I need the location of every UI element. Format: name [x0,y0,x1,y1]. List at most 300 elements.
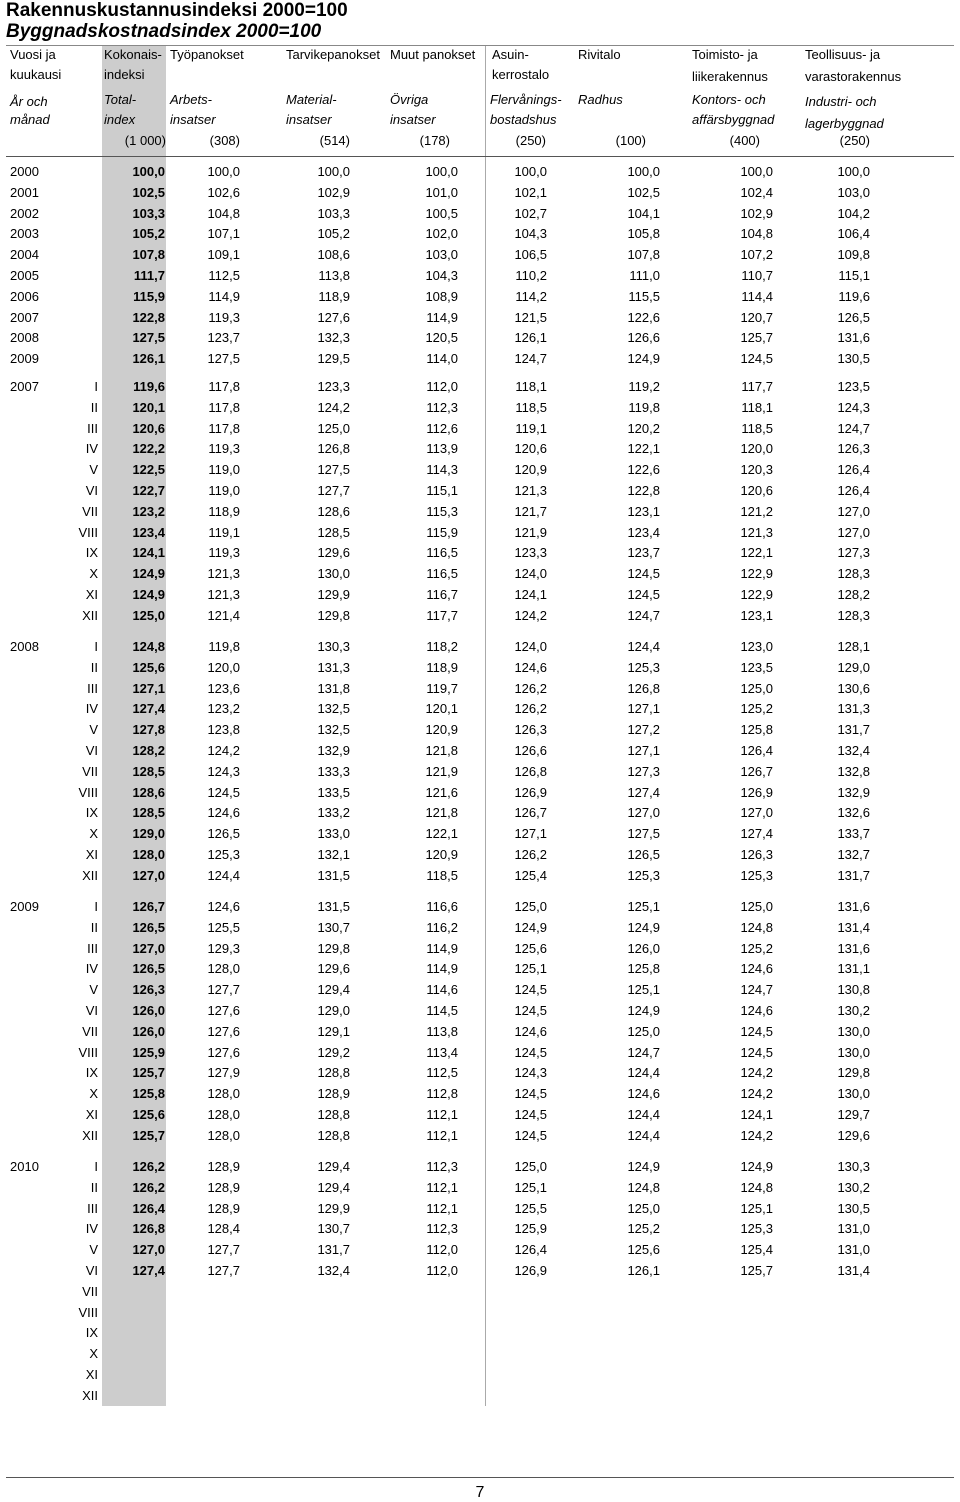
cell-toimisto: 121,3 [740,525,773,540]
cell-teollisuus [800,1365,870,1385]
cell-tyo: 127,7 [207,1242,240,1257]
cell-teollisuus: 129,6 [837,1128,870,1143]
cell-rivitalo: 124,6 [627,1086,660,1101]
cell-rivitalo: 119,2 [628,379,660,394]
cell-rivitalo: 126,5 [627,847,660,862]
cell-teollisuus: 130,0 [837,1024,870,1039]
cell-teollisuus: 106,4 [837,226,870,241]
cell-tyo: 128,0 [207,1086,240,1101]
cell-muut: 100,5 [425,206,458,221]
header-rivitalo-sv1: Radhus [578,92,623,107]
cell-teollisuus [800,1386,870,1406]
cell-teollisuus: 128,3 [837,608,870,623]
cell-total: 125,6 [132,1107,165,1122]
cell-asuin: 124,2 [514,608,547,623]
cell-toimisto: 124,5 [740,1024,773,1039]
month-label: XII [82,1388,98,1403]
cell-asuin [477,1282,547,1302]
cell-total: 126,2 [132,1180,165,1195]
cell-total: 122,8 [132,310,165,325]
cell-rivitalo: 127,0 [627,805,660,820]
cell-toimisto: 125,8 [740,722,773,737]
month-label: IV [85,1221,98,1236]
cell-total [105,1365,165,1385]
cell-tarvike: 133,2 [317,805,350,820]
cell-muut: 114,9 [426,941,458,956]
cell-rivitalo: 123,7 [627,545,660,560]
cell-tarvike: 129,4 [317,1180,350,1195]
month-label: I [94,899,98,914]
cell-asuin: 124,7 [514,351,547,366]
cell-muut: 121,6 [425,785,458,800]
cell-tarvike: 129,8 [317,608,350,623]
cell-teollisuus: 128,2 [837,587,870,602]
cell-tyo: 124,6 [207,899,240,914]
month-label: I [94,379,98,394]
month-label: XII [82,868,98,883]
cell-asuin: 125,0 [514,899,547,914]
cell-rivitalo: 126,8 [627,681,660,696]
header-teollisuus-fi2: varastorakennus [805,69,902,84]
header-asuin-fi1: Asuin- [492,47,529,62]
cell-total: 126,1 [132,351,165,366]
cell-tyo: 100,0 [207,164,240,179]
cell-rivitalo: 126,1 [627,1263,660,1278]
cell-tyo: 127,6 [207,1024,240,1039]
cell-asuin: 126,6 [514,743,547,758]
cell-toimisto: 123,5 [740,660,773,675]
cell-muut: 112,1 [426,1107,458,1122]
month-label: IX [85,1065,98,1080]
cell-toimisto: 124,8 [740,920,773,935]
cell-rivitalo [590,1282,660,1302]
cell-asuin [477,1323,547,1343]
cell-tyo: 124,6 [207,805,240,820]
cell-rivitalo: 120,2 [627,421,660,436]
cell-tyo: 109,1 [207,247,240,262]
header-tyo-weight: (308) [209,133,240,148]
cell-asuin: 125,9 [514,1221,547,1236]
month-label: XII [82,1128,98,1143]
cell-asuin: 121,3 [514,483,547,498]
cell-asuin: 125,5 [514,1201,547,1216]
cell-tarvike [280,1282,350,1302]
cell-teollisuus: 131,6 [837,330,870,345]
cell-teollisuus: 127,0 [837,504,870,519]
cell-toimisto: 107,2 [740,247,773,262]
cell-asuin: 126,8 [514,764,547,779]
cell-tarvike: 133,0 [317,826,350,841]
month-label: I [94,639,98,654]
cell-muut: 112,5 [426,1065,458,1080]
cell-muut [388,1282,458,1302]
month-label: IV [85,441,98,456]
header-asuin-sv1: Flervånings- [490,92,562,107]
header-total-fi1: Kokonais- [104,47,162,62]
cell-teollisuus [800,1323,870,1343]
cell-toimisto [703,1386,773,1406]
cell-teollisuus: 128,1 [837,639,870,654]
cell-total: 127,8 [132,722,165,737]
cell-total: 122,7 [132,483,165,498]
cell-asuin: 125,4 [514,868,547,883]
cell-tarvike: 127,6 [317,310,350,325]
cell-total: 126,0 [132,1003,165,1018]
cell-total: 125,8 [132,1086,165,1101]
cell-rivitalo: 125,3 [627,660,660,675]
cell-rivitalo: 122,6 [627,310,660,325]
cell-tarvike: 130,7 [317,920,350,935]
cell-toimisto: 126,7 [740,764,773,779]
month-label: IX [85,1325,98,1340]
cell-total [105,1344,165,1364]
month-label: III [87,1201,98,1216]
cell-rivitalo: 100,0 [627,164,660,179]
cell-muut: 112,6 [426,421,458,436]
cell-asuin: 100,0 [514,164,547,179]
cell-teollisuus: 109,8 [837,247,870,262]
cell-rivitalo: 125,8 [627,961,660,976]
cell-teollisuus: 132,7 [837,847,870,862]
header-teollisuus-sv1: Industri- och [805,94,877,109]
cell-asuin: 124,5 [514,1128,547,1143]
cell-teollisuus: 126,4 [837,483,870,498]
cell-rivitalo: 104,1 [627,206,660,221]
cell-tarvike: 102,9 [317,185,350,200]
cell-tarvike: 129,6 [317,545,350,560]
cell-muut: 113,8 [426,1024,458,1039]
header-toimisto-sv2: affärsbyggnad [692,112,775,127]
cell-teollisuus: 130,8 [837,982,870,997]
cell-rivitalo: 127,1 [627,743,660,758]
cell-total: 125,7 [132,1128,165,1143]
cell-teollisuus [800,1344,870,1364]
cell-tyo: 117,8 [208,400,240,415]
cell-asuin: 125,6 [514,941,547,956]
cell-tarvike: 133,3 [317,764,350,779]
cell-asuin: 125,0 [514,1159,547,1174]
cell-tyo: 119,8 [208,639,240,654]
cell-tyo: 128,0 [207,1107,240,1122]
header-total-sv2: index [104,112,136,127]
cell-muut: 119,7 [426,681,458,696]
header-col0-fi1: Vuosi ja [10,47,56,62]
page-title: Rakennuskustannusindeksi 2000=100 [6,0,348,21]
cell-muut: 112,3 [426,400,458,415]
header-toimisto-weight: (400) [729,133,760,148]
cell-rivitalo: 124,8 [627,1180,660,1195]
cell-rivitalo: 124,9 [627,1159,660,1174]
cell-total: 123,4 [132,525,165,540]
cell-tyo [170,1282,240,1302]
cell-rivitalo: 123,4 [627,525,660,540]
month-label: VII [82,504,98,519]
cell-toimisto: 118,5 [741,421,773,436]
cell-muut [388,1365,458,1385]
cell-total: 125,6 [132,660,165,675]
header-asuin-sv2: bostadshus [490,112,557,127]
cell-asuin: 121,9 [514,525,547,540]
cell-toimisto: 127,0 [740,805,773,820]
cell-muut: 113,9 [426,441,458,456]
month-label: III [87,681,98,696]
cell-rivitalo: 127,2 [627,722,660,737]
cell-teollisuus: 130,5 [837,1201,870,1216]
month-label: VIII [78,785,98,800]
cell-muut: 112,1 [426,1201,458,1216]
year-label: 2009 [10,351,39,366]
month-label: III [87,421,98,436]
cell-toimisto: 125,4 [740,1242,773,1257]
month-label: VI [85,483,98,498]
cell-toimisto: 124,2 [740,1065,773,1080]
cell-asuin: 118,1 [515,379,547,394]
month-label: I [94,1159,98,1174]
month-label: X [89,566,98,581]
header-tyo-sv1: Arbets- [170,92,212,107]
cell-rivitalo: 124,5 [627,587,660,602]
cell-asuin: 127,1 [514,826,547,841]
cell-toimisto [703,1303,773,1323]
cell-muut: 112,3 [426,1159,458,1174]
cell-teollisuus: 131,4 [837,1263,870,1278]
cell-muut: 114,6 [426,982,458,997]
header-col0-fi2: kuukausi [10,67,62,82]
cell-rivitalo: 102,5 [627,185,660,200]
cell-toimisto: 125,1 [740,1201,773,1216]
cell-muut [388,1386,458,1406]
cell-total: 125,0 [132,608,165,623]
cell-toimisto: 126,3 [740,847,773,862]
cell-tarvike: 127,7 [317,483,350,498]
cell-muut: 112,0 [426,379,458,394]
cell-muut: 116,6 [426,899,458,914]
cell-toimisto: 125,0 [740,681,773,696]
cell-muut: 122,1 [425,826,458,841]
cell-tarvike: 108,6 [317,247,350,262]
cell-asuin: 125,1 [514,961,547,976]
cell-rivitalo: 126,6 [627,330,660,345]
cell-tarvike: 113,8 [318,268,350,283]
cell-tyo: 121,4 [207,608,240,623]
cell-asuin: 126,4 [514,1242,547,1257]
cell-teollisuus: 115,1 [838,268,870,283]
cell-total: 126,2 [132,1159,165,1174]
cell-muut: 112,3 [426,1221,458,1236]
cell-tarvike: 130,3 [317,639,350,654]
cell-tarvike: 132,9 [317,743,350,758]
cell-teollisuus: 132,8 [837,764,870,779]
cell-rivitalo: 125,0 [627,1024,660,1039]
cell-muut: 112,1 [426,1180,458,1195]
cell-toimisto [703,1344,773,1364]
cell-total: 120,6 [132,421,165,436]
cell-tyo: 102,6 [207,185,240,200]
cell-total: 119,6 [133,379,165,394]
cell-tyo: 104,8 [207,206,240,221]
cell-tyo: 119,3 [208,545,240,560]
cell-total: 126,5 [132,920,165,935]
cell-teollisuus: 124,7 [837,421,870,436]
cell-toimisto: 124,1 [740,1107,773,1122]
cell-toimisto: 122,9 [740,566,773,581]
cell-tyo [170,1323,240,1343]
cell-tyo: 128,9 [207,1159,240,1174]
cell-tarvike: 129,5 [317,351,350,366]
month-label: X [89,1086,98,1101]
month-label: VIII [78,1305,98,1320]
cell-tarvike: 129,0 [317,1003,350,1018]
cell-tyo: 118,9 [208,504,240,519]
cell-asuin: 126,1 [514,330,547,345]
cell-teollisuus: 127,3 [837,545,870,560]
cell-tarvike [280,1344,350,1364]
cell-asuin: 124,6 [514,1024,547,1039]
cell-rivitalo: 125,6 [627,1242,660,1257]
cell-tarvike [280,1365,350,1385]
cell-toimisto: 110,7 [741,268,773,283]
cell-tyo: 124,4 [207,868,240,883]
cell-toimisto: 114,4 [741,289,773,304]
cell-tyo: 128,0 [207,1128,240,1143]
cell-total: 129,0 [132,826,165,841]
cell-tyo: 119,3 [208,441,240,456]
cell-toimisto [703,1282,773,1302]
cell-teollisuus: 131,4 [837,920,870,935]
cell-rivitalo: 125,0 [627,1201,660,1216]
cell-toimisto: 104,8 [740,226,773,241]
cell-tarvike: 132,1 [317,847,350,862]
month-label: X [89,1346,98,1361]
cell-rivitalo: 124,4 [627,1107,660,1122]
cell-total: 125,9 [132,1045,165,1060]
cell-teollisuus: 131,7 [837,868,870,883]
cell-tyo: 126,5 [207,826,240,841]
header-rule [6,156,954,157]
header-muut-weight: (178) [419,133,450,148]
cell-asuin: 106,5 [514,247,547,262]
cell-tyo: 120,0 [207,660,240,675]
cell-total: 127,0 [132,868,165,883]
cell-total: 126,4 [132,1201,165,1216]
cell-tarvike: 129,4 [317,982,350,997]
cell-tarvike: 103,3 [317,206,350,221]
year-label: 2000 [10,164,39,179]
cell-tarvike: 128,8 [317,1128,350,1143]
cell-tyo: 128,4 [207,1221,240,1236]
cell-tyo: 119,3 [208,310,240,325]
cell-asuin: 121,5 [514,310,547,325]
page-number: 7 [475,1484,485,1501]
cell-tarvike: 129,1 [317,1024,350,1039]
cell-tarvike: 128,6 [317,504,350,519]
cell-teollisuus: 131,0 [837,1242,870,1257]
cell-tarvike: 130,0 [317,566,350,581]
cell-toimisto: 118,1 [741,400,773,415]
cell-toimisto [703,1365,773,1385]
cell-toimisto: 125,7 [740,1263,773,1278]
cell-total: 128,5 [132,805,165,820]
cell-toimisto: 124,2 [740,1128,773,1143]
cell-rivitalo: 127,5 [627,826,660,841]
year-label: 2007 [10,379,39,394]
cell-rivitalo: 115,5 [628,289,660,304]
cell-total: 127,4 [132,701,165,716]
cell-total: 123,2 [132,504,165,519]
cell-tyo: 121,3 [207,566,240,581]
header-total-fi2: indeksi [104,67,145,82]
cell-total: 127,0 [132,941,165,956]
cell-total: 124,1 [132,545,165,560]
cell-teollisuus: 130,6 [837,681,870,696]
cell-toimisto: 102,9 [740,206,773,221]
cell-teollisuus: 131,1 [837,961,870,976]
cell-tarvike: 131,5 [317,899,350,914]
cell-total: 102,5 [132,185,165,200]
cell-rivitalo: 127,4 [627,785,660,800]
cell-toimisto: 120,3 [740,462,773,477]
cell-total: 124,9 [132,587,165,602]
cell-total: 126,8 [132,1221,165,1236]
cell-tarvike: 127,5 [317,462,350,477]
cell-toimisto: 127,4 [740,826,773,841]
cell-toimisto: 126,9 [740,785,773,800]
cell-tarvike: 118,9 [318,289,350,304]
month-label: VII [82,1024,98,1039]
cell-asuin: 119,1 [515,421,547,436]
cell-rivitalo: 124,9 [627,351,660,366]
cell-total: 107,8 [132,247,165,262]
cell-toimisto: 124,6 [740,1003,773,1018]
cell-tyo: 112,5 [208,268,240,283]
header-tarvike-weight: (514) [319,133,350,148]
cell-tyo: 117,8 [208,379,240,394]
header-tyo-sv2: insatser [170,112,216,127]
year-label: 2008 [10,639,39,654]
cell-tarvike [280,1323,350,1343]
cell-muut [388,1344,458,1364]
cell-toimisto: 120,7 [740,310,773,325]
cell-teollisuus: 126,4 [837,462,870,477]
cell-rivitalo: 124,4 [627,1128,660,1143]
cell-tarvike: 105,2 [317,226,350,241]
cell-total: 124,8 [132,639,165,654]
cell-teollisuus: 126,5 [837,310,870,325]
cell-asuin: 126,9 [514,785,547,800]
cell-muut: 101,0 [425,185,458,200]
cell-asuin: 126,9 [514,1263,547,1278]
month-label: V [89,1242,98,1257]
cell-total: 124,9 [132,566,165,581]
cell-toimisto: 125,3 [740,1221,773,1236]
cell-tyo: 129,3 [207,941,240,956]
header-col0-sv1: År och [10,94,48,109]
cell-toimisto: 125,3 [740,868,773,883]
cell-tarvike: 132,5 [317,722,350,737]
cell-tarvike: 130,7 [317,1221,350,1236]
cell-muut: 117,7 [426,608,458,623]
cell-tyo: 119,0 [208,462,240,477]
cell-total: 127,0 [132,1242,165,1257]
header-tarvike-sv1: Material- [286,92,337,107]
cell-muut: 121,8 [425,805,458,820]
cell-asuin: 120,9 [514,462,547,477]
header-toimisto-fi2: liikerakennus [692,69,768,84]
year-label: 2004 [10,247,39,262]
cell-asuin: 123,3 [514,545,547,560]
cell-total [105,1282,165,1302]
cell-total: 126,7 [132,899,165,914]
